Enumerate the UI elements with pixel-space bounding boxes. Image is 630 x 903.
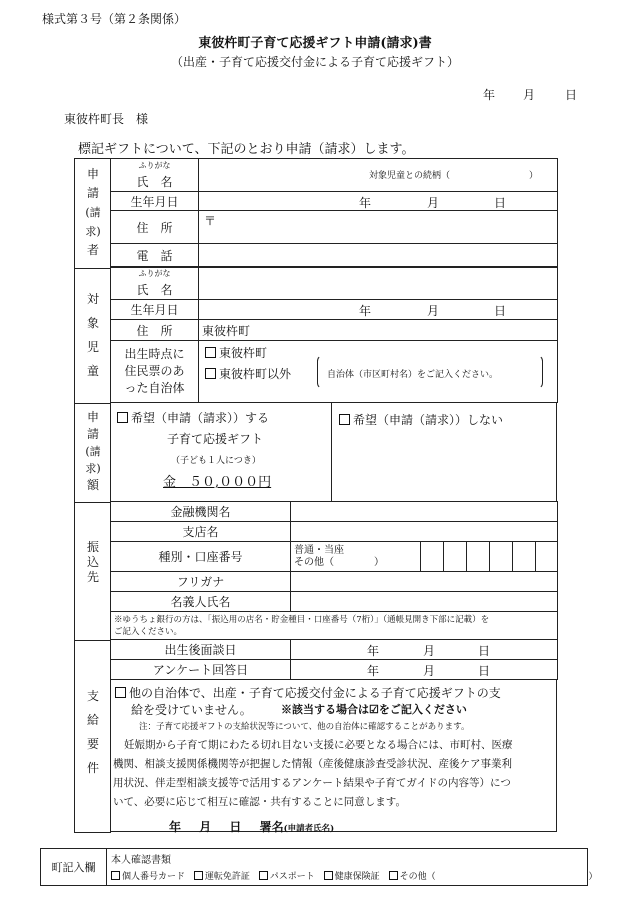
signature-line[interactable]: 年 月 日 署名(申請者氏名) [169,820,335,834]
checkbox-icon[interactable] [259,871,268,880]
bank-name-field[interactable] [291,502,558,522]
checkbox-icon[interactable] [339,414,350,425]
checkbox-icon[interactable] [111,871,120,880]
account-type-label: 種別・口座番号 [111,542,291,572]
applicant-phone-label: 電 話 [111,244,199,268]
child-name-label: ふりがな 氏 名 [111,267,199,300]
checkbox-icon[interactable] [117,412,128,423]
amount-box [110,403,557,502]
amount-value: 金 ５０,０００円 [163,475,272,490]
amount-divider [331,403,332,501]
branch-label: 支店名 [111,522,291,542]
holder-field[interactable] [291,592,558,612]
form-title: 東彼杵町子育て応援ギフト申請(請求)書 [198,36,432,51]
checkbox-icon[interactable] [205,368,216,379]
applicant-phone-field[interactable] [199,244,558,268]
other-municipality-note: 自治体（市区町村名）をご記入ください。 [327,370,499,380]
amount-section-label: 申 請 (請 求) 額 [74,403,111,503]
child-residence-label: 出生時点に 住民票のあ った自治体 [111,341,199,403]
applicant-name-field[interactable] [199,159,558,192]
check-instruction: ※該当する場合は☑をご記入ください [281,703,467,716]
option-request-no[interactable]: 希望（申請（請求））しない [339,411,503,428]
bank-section-label: 振 込 先 [74,502,111,641]
checkbox-icon[interactable] [324,871,333,880]
postal-mark: 〒 [204,214,217,228]
interview-date-label: 出生後面談日 [111,640,291,660]
applicant-section-label: 申 請 (請 求) 者 [74,158,111,269]
account-digit-5[interactable] [513,542,536,572]
doc-other[interactable]: その他（ [389,872,436,882]
other-municipality-line-2: 給を受けていません。 [131,703,252,717]
doc-other-close: ） [588,872,598,882]
yucho-note: ※ゆうちょ銀行の方は、「振込用の店名・貯金種目・口座番号（7桁）」（通帳見開き下部に記載）を ご記入ください。 [111,612,558,640]
addressee: 東彼杵町長 様 [64,112,149,126]
survey-date-label: アンケート回答日 [111,660,291,680]
doc-passport[interactable]: パスポート [259,872,315,882]
child-table [110,266,558,403]
account-digit-4[interactable] [490,542,513,572]
consent-text: 妊娠期から子育て期にわたる切れ目ない支援に必要となる場合には、市町村、医療 機関、相談支援関係機関等が把握した情報（産後健康診査受診状況、産後ケア事業利 用状況、伴走型相談支援等で活用するアンケート結果や子育てガイドの内容等）につ いて、必要に応じて相互に確認・共有することに同意します。 [113,739,513,808]
checkbox-icon[interactable] [115,687,126,698]
applicant-name-label: ふりがな 氏 名 [111,159,199,192]
child-residence-field [199,341,558,403]
doc-my-number-card[interactable]: 個人番号カード [111,872,185,882]
caution-note: 注：子育て応援ギフトの支給状況等について、他の自治体に確認することがあります。 [139,722,470,732]
id-docs-label: 本人確認書類 [111,855,171,866]
child-section-label: 対 象 児 童 [74,267,111,404]
bank-table [110,501,558,640]
applicant-table [110,158,558,268]
bank-name-label: 金融機関名 [111,502,291,522]
furigana-label: フリガナ [111,572,291,592]
account-digit-2[interactable] [444,542,467,572]
office-use-field [107,849,598,886]
relationship-close: ） [529,171,539,181]
gift-name: 子育て応援ギフト [167,432,264,446]
child-name-field[interactable] [199,267,558,300]
account-digit-1[interactable] [421,542,444,572]
applicant-address-label: 住 所 [111,211,199,244]
child-address-label: 住 所 [111,320,199,341]
other-municipality-check[interactable]: 他の自治体で、出産・子育て応援交付金による子育て応援ギフトの支 [115,684,501,701]
furigana-field[interactable] [291,572,558,592]
intro-text: 標記ギフトについて、下記のとおり申請（請求）します。 [78,142,415,157]
interview-date-field[interactable]: 年 月 日 [291,640,558,660]
survey-date-field[interactable]: 年 月 日 [291,660,558,680]
account-digit-3[interactable] [467,542,490,572]
applicant-address-field[interactable] [199,211,558,244]
applicant-birthdate-label: 生年月日 [111,192,199,211]
option-request-yes[interactable]: 希望（申請（請求））する [117,409,269,426]
requirements-section-label: 支 給 要 件 [74,640,111,833]
child-birthdate-field[interactable]: 年 月 日 [199,300,558,320]
doc-health-insurance[interactable]: 健康保険証 [324,872,380,882]
office-use-table [40,848,598,886]
option-other-town[interactable]: 東彼杵町以外 [205,365,291,382]
checkbox-icon[interactable] [205,347,216,358]
account-digit-6[interactable] [536,542,558,572]
id-docs-options [111,869,597,882]
date-day: 日 [565,88,578,102]
office-use-label: 町記入欄 [41,849,107,886]
checkbox-icon[interactable] [389,871,398,880]
option-town[interactable]: 東彼杵町 [205,344,267,361]
branch-field[interactable] [291,522,558,542]
child-birthdate-label: 生年月日 [111,300,199,320]
doc-drivers-license[interactable]: 運転免許証 [194,872,250,882]
form-subtitle: （出産・子育て応援交付金による子育て応援ギフト） [170,55,459,69]
holder-label: 名義人氏名 [111,592,291,612]
date-year: 年 [483,88,496,102]
relationship-label: 対象児童との続柄（ [369,171,451,181]
form-number: 様式第３号（第２条関係） [42,12,187,26]
date-month: 月 [523,88,536,102]
checkbox-icon[interactable] [194,871,203,880]
requirements-box [110,680,557,832]
child-address-field[interactable]: 東彼杵町 [199,320,558,341]
per-child-note: （子ども１人につき） [171,456,261,466]
requirements-dates-table [110,639,558,680]
account-type-field[interactable]: 普通・当座 その他（ ） [291,542,421,572]
applicant-birthdate-field[interactable]: 年 月 日 [199,192,558,211]
